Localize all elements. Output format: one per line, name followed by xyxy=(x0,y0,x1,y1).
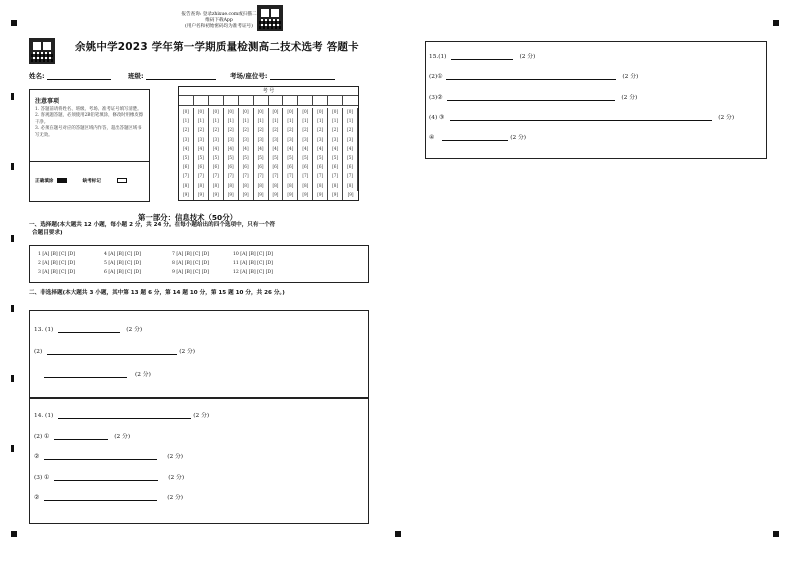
exam-number-bubble[interactable]: [1] xyxy=(298,117,313,126)
side-marker xyxy=(11,93,14,100)
q14-part2-1-answer-line[interactable] xyxy=(54,435,108,440)
student-qr-code xyxy=(29,38,55,64)
q15-part5-label: ④ xyxy=(429,135,435,141)
q14-part2-1-label: (2) ① xyxy=(34,434,50,440)
exam-number-bubble[interactable]: [9] xyxy=(209,191,224,200)
exam-number-grid xyxy=(178,86,359,201)
exam-number-bubble[interactable]: [1] xyxy=(224,117,239,126)
fill-example xyxy=(35,178,127,184)
exam-number-bubble[interactable]: [1] xyxy=(343,117,358,126)
exam-number-bubble[interactable]: [7] xyxy=(194,172,209,181)
exam-number-bubble[interactable]: [9] xyxy=(194,191,209,200)
exam-number-bubble[interactable]: [6] xyxy=(313,163,328,172)
exam-number-bubble[interactable]: [9] xyxy=(254,191,269,200)
q14-part2-2-answer-line[interactable] xyxy=(44,455,157,460)
exam-number-bubble[interactable]: [9] xyxy=(328,191,343,200)
exam-number-bubble[interactable]: [8] xyxy=(313,182,328,191)
exam-number-bubble[interactable]: [2] xyxy=(328,126,343,135)
exam-number-bubble[interactable]: [4] xyxy=(328,145,343,154)
exam-number-bubble[interactable]: [2] xyxy=(269,126,284,135)
exam-number-bubble[interactable]: [5] xyxy=(269,154,284,163)
mc-question-options[interactable]: 11 [A] [B] [C] [D] xyxy=(233,261,273,266)
q13-part2-label: (2) xyxy=(34,349,43,355)
class-field[interactable] xyxy=(128,71,216,80)
exam-number-bubble[interactable]: [5] xyxy=(224,154,239,163)
q15-part5-answer-line[interactable] xyxy=(442,136,508,141)
exam-number-bubble[interactable]: [6] xyxy=(269,163,284,172)
exam-number-bubble[interactable]: [6] xyxy=(254,163,269,172)
exam-number-bubble[interactable]: [1] xyxy=(283,117,298,126)
mc-question-options[interactable]: 12 [A] [B] [C] [D] xyxy=(233,270,273,275)
q15-part3[interactable] xyxy=(429,92,637,101)
exam-number-bubble[interactable]: [8] xyxy=(328,182,343,191)
exam-number-digit-box[interactable] xyxy=(328,96,343,106)
exam-number-bubble[interactable]: [7] xyxy=(209,172,224,181)
mc-question-options[interactable]: 7 [A] [B] [C] [D] xyxy=(172,252,209,257)
exam-number-bubble[interactable]: [5] xyxy=(239,154,254,163)
mc-question-options[interactable]: 5 [A] [B] [C] [D] xyxy=(104,261,141,266)
exam-number-bubble[interactable]: [6] xyxy=(298,163,313,172)
multiple-choice-box xyxy=(29,245,369,283)
exam-number-digit-box[interactable] xyxy=(179,96,194,106)
exam-number-bubble[interactable]: [3] xyxy=(343,136,358,145)
mc-question-options[interactable]: 6 [A] [B] [C] [D] xyxy=(104,270,141,275)
exam-number-bubble[interactable]: [4] xyxy=(239,145,254,154)
exam-number-bubble[interactable]: [8] xyxy=(179,182,194,191)
report-query-line2: (用户名和初始密码均为准考证号) xyxy=(185,23,253,29)
exam-number-bubble[interactable]: [3] xyxy=(283,136,298,145)
exam-number-bubble[interactable]: [5] xyxy=(194,154,209,163)
exam-number-bubble[interactable]: [2] xyxy=(194,126,209,135)
correct-fill-label: 正确填涂 xyxy=(35,179,54,184)
notice-item: 2. 客观题答题，必须使用2B铅笔填涂，修改时用橡皮擦干净。 xyxy=(35,113,144,125)
q14-part3-1[interactable] xyxy=(34,472,184,481)
name-label: 姓名: xyxy=(29,72,45,80)
q14-part1-label: 14. (1) xyxy=(34,413,54,419)
exam-number-bubble[interactable]: [3] xyxy=(194,136,209,145)
section1-instructions xyxy=(29,222,359,238)
side-marker xyxy=(11,163,14,170)
q15-part4-score: (2 分) xyxy=(718,115,735,121)
exam-number-bubble[interactable]: [8] xyxy=(254,182,269,191)
q13-part3[interactable] xyxy=(44,369,151,378)
q14-part1-score: (2 分) xyxy=(193,413,210,419)
exam-number-bubble[interactable]: [8] xyxy=(269,182,284,191)
corner-marker-top-left xyxy=(11,20,17,26)
exam-number-digit-box[interactable] xyxy=(283,96,298,106)
q15-part4-label: (4) ③ xyxy=(429,115,445,121)
page-title: 余姚中学2023 学年第一学期质量检测高二技术选考 答题卡 xyxy=(75,41,359,53)
exam-number-digit-box[interactable] xyxy=(224,96,239,106)
exam-number-bubble[interactable]: [3] xyxy=(328,136,343,145)
q14-part3-2-label: ② xyxy=(34,495,40,501)
exam-number-bubble[interactable]: [5] xyxy=(283,154,298,163)
q15-part2-score: (2 分) xyxy=(622,74,639,80)
exam-number-digit-box[interactable] xyxy=(269,96,284,106)
mc-question-options[interactable]: 3 [A] [B] [C] [D] xyxy=(38,270,75,275)
exam-number-bubble[interactable]: [3] xyxy=(179,136,194,145)
exam-number-bubble[interactable]: [1] xyxy=(209,117,224,126)
exam-number-bubble[interactable]: [4] xyxy=(194,145,209,154)
q15-part2-label: (2)① xyxy=(429,74,443,80)
side-marker xyxy=(11,375,14,382)
notice-item: 3. 必须在题号对应的答题区域内作答，超出答题区域书写无效。 xyxy=(35,126,142,138)
exam-number-digit-box[interactable] xyxy=(254,96,269,106)
part1-title: 第一部分：信息技术（50分） xyxy=(138,213,237,222)
side-marker xyxy=(11,235,14,242)
exam-number-bubble[interactable]: [2] xyxy=(239,126,254,135)
exam-number-bubble[interactable]: [5] xyxy=(298,154,313,163)
exam-number-bubble[interactable]: [3] xyxy=(269,136,284,145)
q15-part3-label: (3)② xyxy=(429,95,443,101)
exam-number-bubble[interactable]: [6] xyxy=(179,163,194,172)
seat-field[interactable] xyxy=(230,71,335,80)
exam-number-bubble[interactable]: [7] xyxy=(283,172,298,181)
exam-number-bubble[interactable]: [2] xyxy=(209,126,224,135)
q14-part2-1-score: (2 分) xyxy=(114,434,131,440)
notice-list xyxy=(35,107,145,139)
q15-part3-score: (2 分) xyxy=(621,95,638,101)
name-underline xyxy=(47,74,111,80)
exam-number-bubble[interactable]: [4] xyxy=(298,145,313,154)
q14-part3-1-label: (3) ① xyxy=(34,475,50,481)
exam-number-bubble[interactable]: [4] xyxy=(254,145,269,154)
exam-number-bubble[interactable]: [6] xyxy=(283,163,298,172)
exam-number-bubble[interactable]: [7] xyxy=(179,172,194,181)
exam-number-bubble[interactable]: [2] xyxy=(224,126,239,135)
exam-number-digit-box[interactable] xyxy=(239,96,254,106)
exam-number-digit-box[interactable] xyxy=(298,96,313,106)
q14-part2-2[interactable] xyxy=(34,451,183,460)
missing-mark-box[interactable] xyxy=(117,178,127,183)
mc-question-options[interactable]: 2 [A] [B] [C] [D] xyxy=(38,261,75,266)
exam-number-bubble[interactable]: [7] xyxy=(313,172,328,181)
exam-number-bubble[interactable]: [1] xyxy=(328,117,343,126)
exam-number-bubble[interactable]: [9] xyxy=(298,191,313,200)
mc-question-options[interactable]: 1 [A] [B] [C] [D] xyxy=(38,252,75,257)
exam-number-bubble[interactable]: [0] xyxy=(313,108,328,117)
exam-number-bubble[interactable]: [4] xyxy=(313,145,328,154)
q13-part3-score: (2 分) xyxy=(135,372,151,378)
exam-number-header: 考 号 xyxy=(179,87,358,96)
exam-number-bubble[interactable]: [3] xyxy=(209,136,224,145)
exam-number-bubble[interactable]: [8] xyxy=(239,182,254,191)
exam-number-bubble[interactable]: [9] xyxy=(269,191,284,200)
q14-part2-2-label: ② xyxy=(34,454,40,460)
exam-number-bubble[interactable]: [6] xyxy=(328,163,343,172)
q15-part1-answer-line[interactable] xyxy=(451,55,513,60)
exam-number-bubble[interactable]: [9] xyxy=(224,191,239,200)
exam-number-bubble[interactable]: [0] xyxy=(179,108,194,117)
question-14-box xyxy=(29,398,369,524)
notice-divider xyxy=(30,161,149,162)
q13-part2-answer-line[interactable] xyxy=(47,350,177,355)
q14-part2-1[interactable] xyxy=(34,431,130,440)
corner-marker-bottom-middle xyxy=(395,531,401,537)
exam-number-digit-box[interactable] xyxy=(209,96,224,106)
exam-number-bubble[interactable]: [9] xyxy=(283,191,298,200)
q15-part2[interactable] xyxy=(429,71,638,80)
exam-number-bubbles xyxy=(179,108,358,200)
mc-question-options[interactable]: 9 [A] [B] [C] [D] xyxy=(172,270,209,275)
exam-number-write-row[interactable] xyxy=(179,96,358,106)
corner-marker-bottom-right xyxy=(773,531,779,537)
exam-number-bubble[interactable]: [6] xyxy=(194,163,209,172)
exam-number-bubble[interactable]: [9] xyxy=(179,191,194,200)
exam-number-bubble[interactable]: [3] xyxy=(313,136,328,145)
exam-number-bubble[interactable]: [4] xyxy=(269,145,284,154)
exam-number-bubble[interactable]: [2] xyxy=(313,126,328,135)
exam-number-bubble[interactable]: [0] xyxy=(269,108,284,117)
q15-part1[interactable] xyxy=(429,51,535,60)
name-field[interactable] xyxy=(29,71,111,80)
exam-number-bubble[interactable]: [8] xyxy=(343,182,358,191)
exam-number-bubble[interactable]: [1] xyxy=(254,117,269,126)
class-underline xyxy=(146,74,216,80)
side-marker xyxy=(11,305,14,312)
q15-part1-label: 15.(1) xyxy=(429,54,447,60)
exam-number-bubble[interactable]: [2] xyxy=(343,126,358,135)
q15-part4-answer-line[interactable] xyxy=(450,116,712,121)
q13-part1-label: 13. (1) xyxy=(34,327,54,333)
exam-number-bubble[interactable]: [3] xyxy=(239,136,254,145)
q14-part2-2-score: (2 分) xyxy=(167,454,184,460)
exam-number-bubble[interactable]: [1] xyxy=(194,117,209,126)
mc-question-options[interactable]: 8 [A] [B] [C] [D] xyxy=(172,261,209,266)
exam-number-bubble[interactable]: [3] xyxy=(254,136,269,145)
q15-part4[interactable] xyxy=(429,112,734,121)
q14-part3-2-answer-line[interactable] xyxy=(44,496,157,501)
exam-number-bubble[interactable]: [9] xyxy=(239,191,254,200)
exam-number-bubble[interactable]: [0] xyxy=(224,108,239,117)
correct-fill-sample xyxy=(57,178,67,183)
exam-number-bubble[interactable]: [8] xyxy=(298,182,313,191)
exam-number-bubble[interactable]: [0] xyxy=(209,108,224,117)
exam-number-bubble[interactable]: [5] xyxy=(313,154,328,163)
side-marker xyxy=(11,445,14,452)
exam-number-bubble[interactable]: [5] xyxy=(254,154,269,163)
exam-number-bubble[interactable]: [5] xyxy=(209,154,224,163)
q15-part5[interactable] xyxy=(429,132,526,141)
section1-line2: 合题目要求) xyxy=(32,229,63,236)
seat-underline xyxy=(270,74,335,80)
section2-instructions: 二、非选择题(本大题共 3 小题，其中第 13 题 6 分，第 14 题 10 分，第 15 题 10 分，共 26 分。) xyxy=(29,290,285,296)
exam-number-digit-box[interactable] xyxy=(313,96,328,106)
exam-number-bubble[interactable]: [6] xyxy=(343,163,358,172)
q15-part1-score: (2 分) xyxy=(519,54,536,60)
exam-number-bubble[interactable]: [0] xyxy=(239,108,254,117)
notice-item: 1. 答题前请将姓名、班级、考场、准考证号填写清楚。 xyxy=(35,107,142,112)
report-query-note xyxy=(180,12,258,30)
q15-part2-answer-line[interactable] xyxy=(446,75,616,80)
report-query-line1: 报告查询: 登录zhixue.com或扫描二维码下载App xyxy=(181,12,257,23)
exam-number-bubble[interactable]: [4] xyxy=(343,145,358,154)
exam-number-bubble[interactable]: [4] xyxy=(283,145,298,154)
notice-box xyxy=(29,89,150,202)
exam-number-bubble[interactable]: [8] xyxy=(283,182,298,191)
q14-part3-2[interactable] xyxy=(34,492,183,501)
q13-part1-answer-line[interactable] xyxy=(58,328,120,333)
q14-part3-1-answer-line[interactable] xyxy=(54,476,158,481)
exam-number-bubble[interactable]: [2] xyxy=(283,126,298,135)
class-label: 班级: xyxy=(128,72,144,80)
exam-number-bubble[interactable]: [5] xyxy=(328,154,343,163)
exam-number-bubble[interactable]: [6] xyxy=(239,163,254,172)
exam-number-bubble[interactable]: [3] xyxy=(224,136,239,145)
exam-number-bubble[interactable]: [6] xyxy=(224,163,239,172)
corner-marker-bottom-left xyxy=(11,531,17,537)
exam-number-bubble[interactable]: [4] xyxy=(224,145,239,154)
exam-number-bubble[interactable]: [7] xyxy=(328,172,343,181)
exam-number-digit-box[interactable] xyxy=(194,96,209,106)
exam-number-bubble[interactable]: [8] xyxy=(209,182,224,191)
exam-number-bubble[interactable]: [9] xyxy=(347,191,354,197)
exam-number-bubble[interactable]: [5] xyxy=(179,154,194,163)
exam-number-bubble[interactable]: [1] xyxy=(239,117,254,126)
exam-number-bubble[interactable]: [0] xyxy=(328,108,343,117)
q13-part3-answer-line[interactable] xyxy=(44,373,127,378)
exam-number-bubble[interactable]: [7] xyxy=(269,172,284,181)
exam-number-bubble[interactable]: [4] xyxy=(209,145,224,154)
missing-mark-label: 缺考标记 xyxy=(82,179,101,184)
exam-number-bubble[interactable]: [1] xyxy=(269,117,284,126)
exam-number-bubble[interactable]: [0] xyxy=(254,108,269,117)
exam-number-bubble[interactable]: [7] xyxy=(224,172,239,181)
exam-number-bubble[interactable]: [1] xyxy=(313,117,328,126)
exam-number-bubble[interactable]: [3] xyxy=(298,136,313,145)
download-qr-code xyxy=(257,5,283,31)
notice-title: 注意事项 xyxy=(35,98,60,105)
exam-number-bubble[interactable]: [0] xyxy=(283,108,298,117)
q13-part2-score: (2 分) xyxy=(179,349,196,355)
exam-number-bubble[interactable]: [2] xyxy=(254,126,269,135)
exam-number-bubble[interactable]: [2] xyxy=(298,126,313,135)
question-15-box xyxy=(425,41,767,159)
exam-number-bubble[interactable]: [7] xyxy=(298,172,313,181)
corner-marker-top-right xyxy=(773,20,779,26)
q13-part1-score: (2 分) xyxy=(126,327,143,333)
section1-line1: 一、选择题(本大题共 12 小题，每小题 2 分，共 24 分。在每小题给出的四个选项中，只有一个符 xyxy=(29,222,276,228)
exam-number-bubble[interactable]: [2] xyxy=(179,126,194,135)
q14-part1[interactable] xyxy=(34,410,209,419)
exam-number-bubble[interactable]: [0] xyxy=(194,108,209,117)
exam-number-bubble[interactable]: [7] xyxy=(239,172,254,181)
exam-number-bubble[interactable]: [7] xyxy=(343,172,358,181)
q14-part3-1-score: (2 分) xyxy=(168,475,185,481)
exam-number-bubble[interactable]: [7] xyxy=(254,172,269,181)
exam-number-digit-box[interactable] xyxy=(343,96,358,106)
q15-part3-answer-line[interactable] xyxy=(447,96,615,101)
exam-number-bubble[interactable]: [6] xyxy=(209,163,224,172)
exam-number-bubble[interactable]: [8] xyxy=(224,182,239,191)
question-13-box xyxy=(29,310,369,398)
exam-number-bubble[interactable]: [4] xyxy=(179,145,194,154)
q13-part2[interactable] xyxy=(34,346,195,355)
exam-number-bubble[interactable]: [9] xyxy=(313,191,328,200)
exam-number-bubble[interactable]: [1] xyxy=(179,117,194,126)
exam-number-bubble[interactable]: [5] xyxy=(343,154,358,163)
q13-part1[interactable] xyxy=(34,324,142,333)
q14-part1-answer-line[interactable] xyxy=(58,414,191,419)
q14-part3-2-score: (2 分) xyxy=(167,495,184,501)
exam-number-bubble[interactable]: [8] xyxy=(194,182,209,191)
mc-question-options[interactable]: 4 [A] [B] [C] [D] xyxy=(104,252,141,257)
seat-label: 考场/座位号: xyxy=(230,72,268,80)
mc-question-options[interactable]: 10 [A] [B] [C] [D] xyxy=(233,252,273,257)
q15-part5-score: (2 分) xyxy=(510,135,527,141)
exam-number-bubble[interactable]: [0] xyxy=(343,108,358,117)
exam-number-bubble[interactable]: [0] xyxy=(298,108,313,117)
